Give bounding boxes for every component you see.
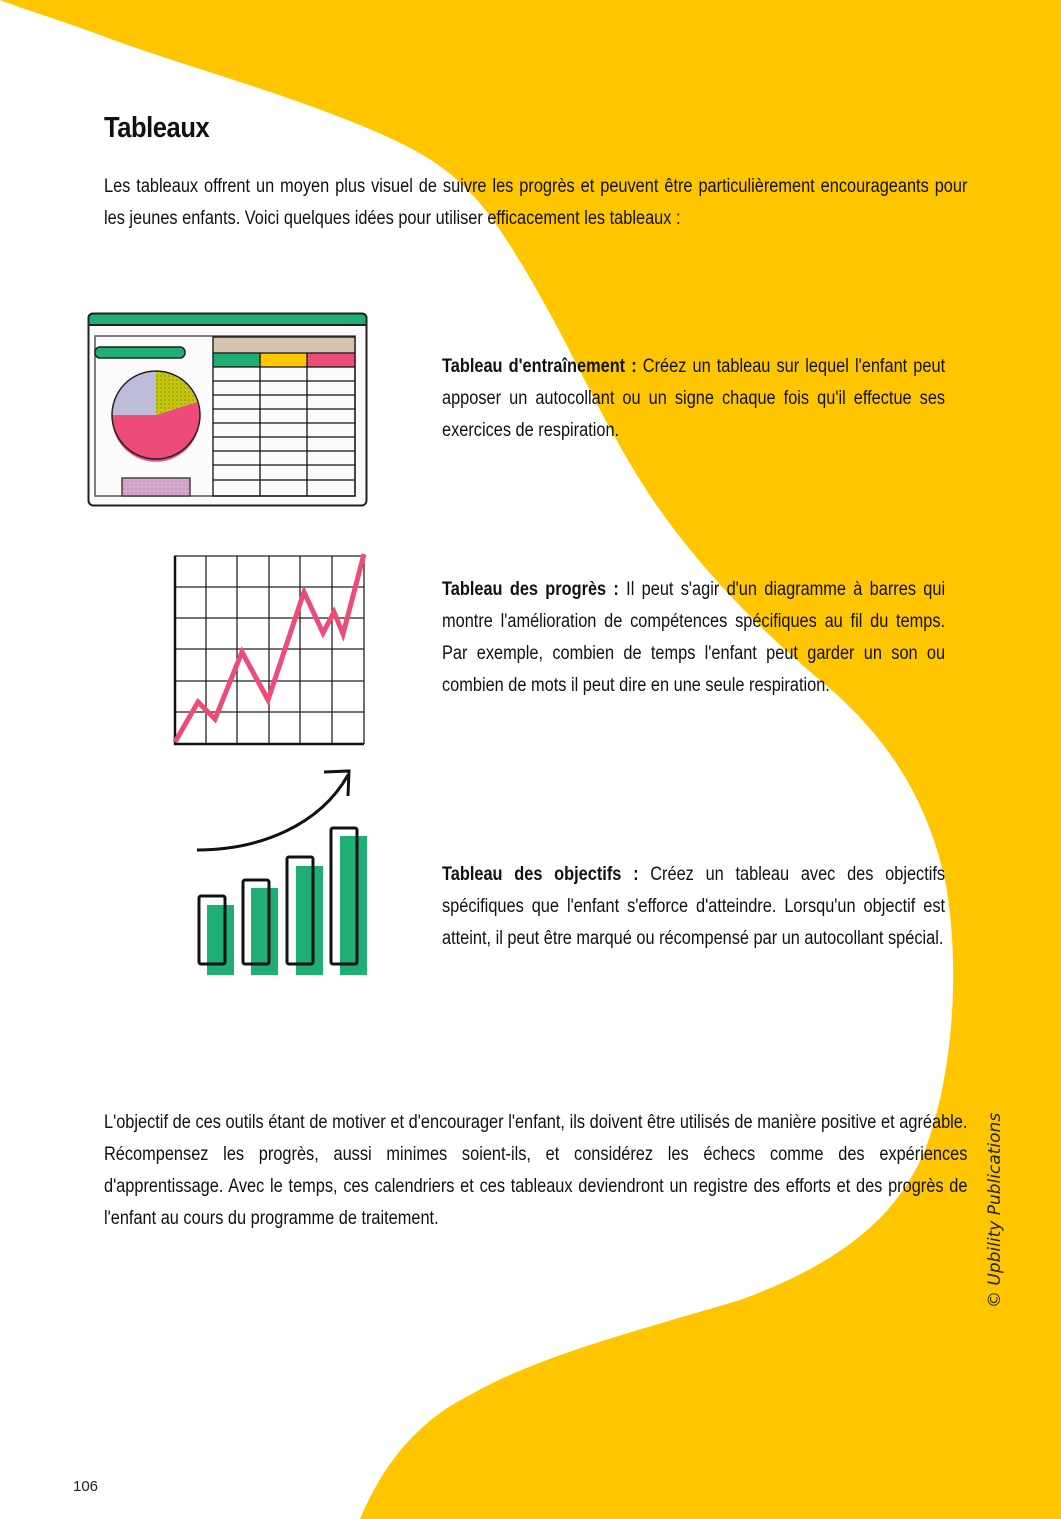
closing-paragraph: L'objectif de ces outils étant de motiver et d'encourager l'enfant, ils doivent être utilisés de manière positive et agréable. Récompensez les progrès, aussi minimes soient-ils, et considérez les échecs comme des expériences d'apprentissage. Avec le temps, ces calendriers et ces tableaux deviendront un registre des efforts et des progrès de l'enfant au cours du programme de traitement. bbox=[104, 1112, 968, 1229]
item-text: Créez un tableau sur lequel l'enfant peut apposer un autocollant ou un signe chaque fois qu'il effectue ses exercices de respiration. bbox=[442, 356, 946, 441]
page-number: 106 bbox=[73, 1478, 99, 1495]
growth-bar-chart-icon bbox=[190, 765, 375, 980]
item-goals-chart bbox=[442, 859, 945, 955]
item-progress-chart bbox=[442, 574, 945, 702]
line-graph-icon bbox=[170, 552, 370, 750]
spreadsheet-pie-chart-icon bbox=[87, 312, 368, 508]
item-label: Tableau des progrès : bbox=[442, 579, 619, 600]
item-label: Tableau d'entraînement : bbox=[442, 356, 637, 377]
item-text: Créez un tableau avec des objectifs spécifiques que l'enfant s'efforce d'atteindre. Lorsqu'un objectif est atteint, il peut être marqué ou récompensé par un autocollant spécial. bbox=[442, 864, 946, 949]
copyright-notice: © Upbility Publications bbox=[985, 1112, 1005, 1308]
item-training-chart bbox=[442, 351, 945, 447]
intro-paragraph: Les tableaux offrent un moyen plus visuel de suivre les progrès et peuvent être particulièrement encourageants pour les jeunes enfants. Voici quelques idées pour utiliser efficacement les tableaux : bbox=[104, 176, 968, 229]
item-text: Il peut s'agir d'un diagramme à barres qui montre l'amélioration de compétences spécifiques au fil du temps. Par exemple, combien de temps l'enfant peut garder un son ou combien de mots il peut dire en une seule respiration. bbox=[442, 579, 946, 696]
item-label: Tableau des objectifs : bbox=[442, 864, 639, 885]
page-title: Tableaux bbox=[104, 112, 210, 144]
